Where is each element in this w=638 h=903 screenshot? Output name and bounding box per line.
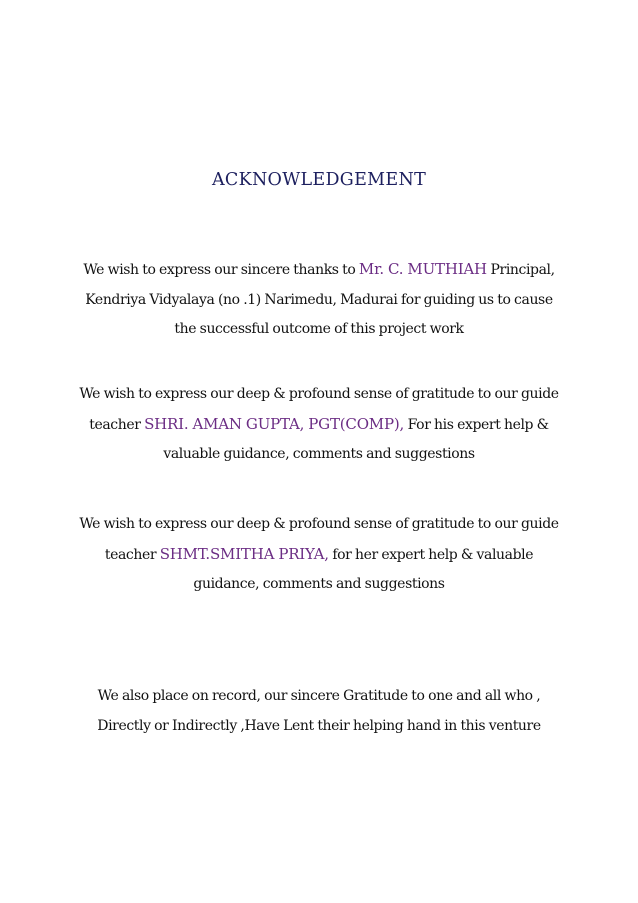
thanks-principal-paragraph [60, 255, 578, 345]
paragraph-line [60, 255, 578, 286]
paragraph-line: Kendriya Vidyalaya (no .1) Narimedu, Madurai for guiding us to cause [85, 291, 553, 308]
paragraph-line [60, 410, 578, 441]
text-segment: for her expert help & valuable [328, 546, 534, 563]
gratitude-teacher-paragraph [60, 510, 578, 600]
text-segment: Principal, [486, 262, 555, 278]
guide-name: SHRI. AMAN GUPTA, PGT(COMP), [144, 414, 405, 433]
text-segment: For his expert help & [404, 416, 549, 433]
paragraph-line [60, 540, 578, 571]
principal-name: Mr. C. MUTHIAH [358, 260, 487, 278]
paragraph-line: We wish to express our deep & profound sense of gratitude to our guide [79, 516, 559, 532]
text-segment: teacher [104, 546, 160, 563]
teacher-name: SHMT.SMITHA PRIYA, [159, 544, 329, 563]
paragraph-line: We wish to express our deep & profound sense of gratitude to our guide [79, 386, 559, 402]
paragraph-line: We also place on record, our sincere Gratitude to one and all who , [97, 688, 541, 704]
text-segment: teacher [89, 416, 145, 433]
paragraph-line: guidance, comments and suggestions [193, 576, 445, 592]
page-title: ACKNOWLEDGEMENT [211, 170, 427, 190]
paragraph-line: valuable guidance, comments and suggestions [163, 446, 475, 462]
gratitude-guide-paragraph [60, 380, 578, 470]
paragraph-line: Directly or Indirectly ,Have Lent their helping hand in this venture [97, 717, 541, 734]
closing-gratitude-paragraph [60, 682, 578, 741]
paragraph-line: the successful outcome of this project work [174, 321, 464, 337]
text-segment: We wish to express our sincere thanks to [83, 262, 359, 278]
